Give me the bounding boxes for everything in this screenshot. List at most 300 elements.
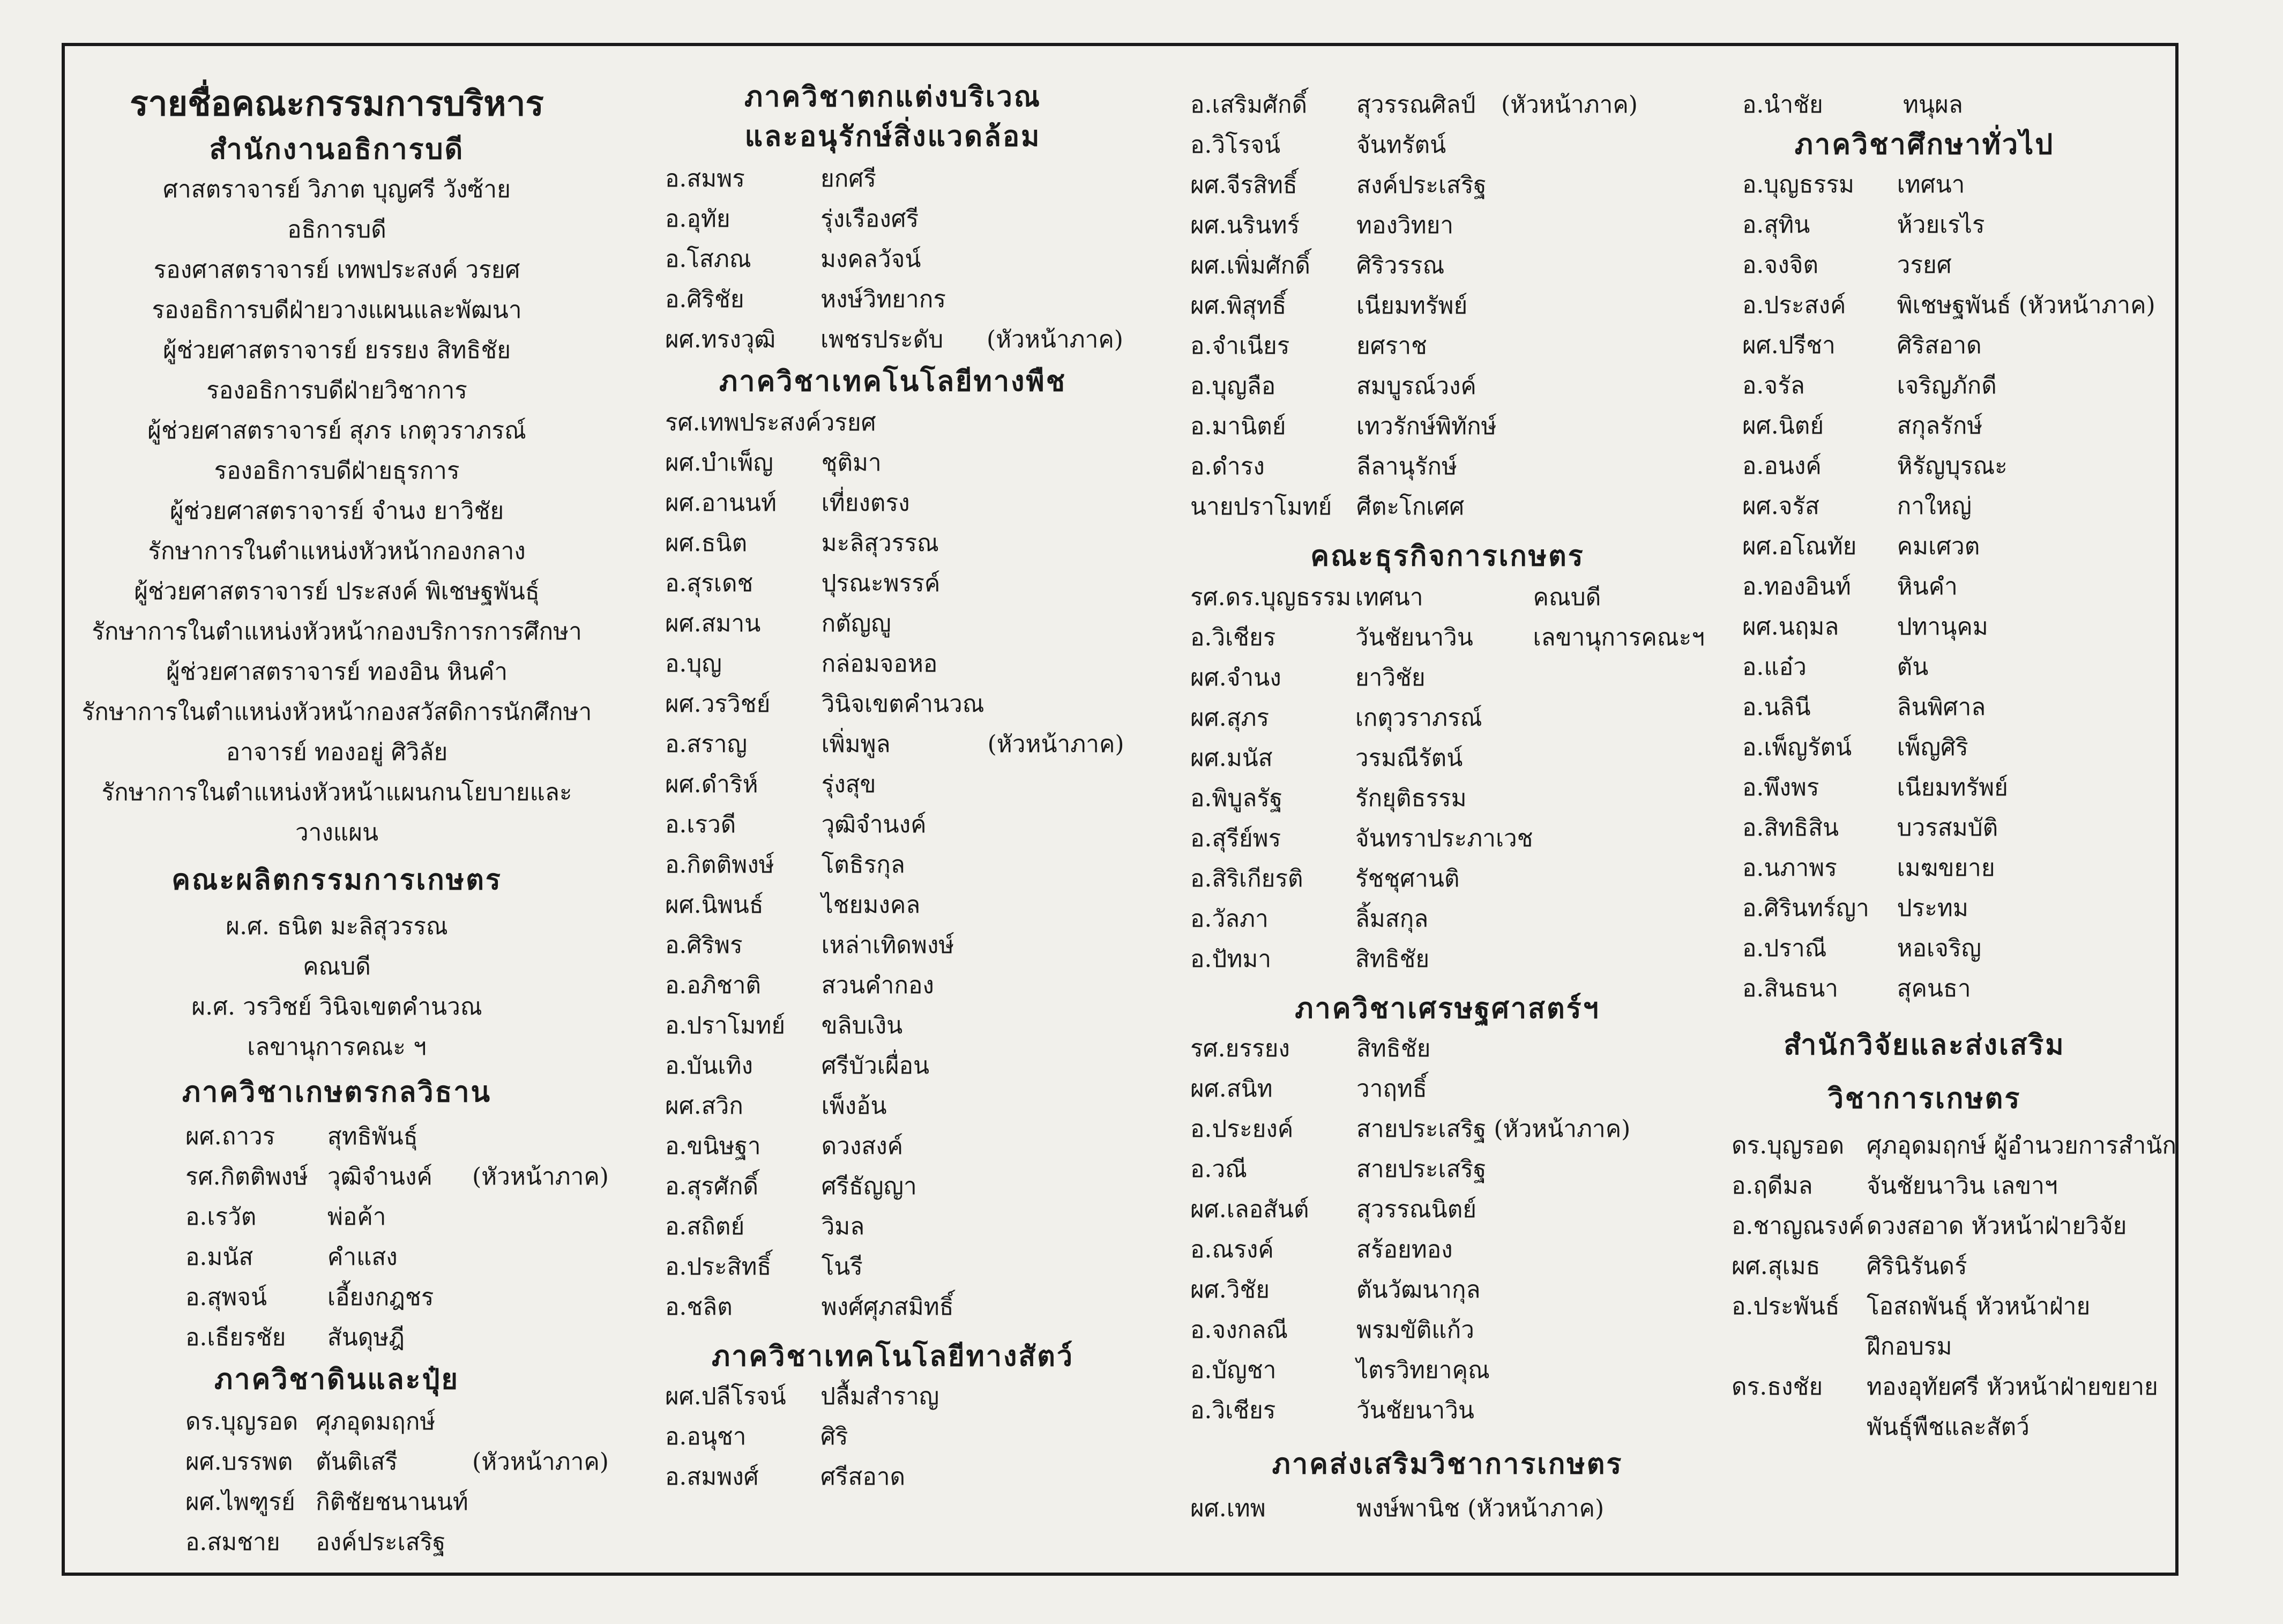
member-row — [665, 724, 1127, 764]
office-line: ผู้ช่วยศาสตราจารย์ สุภร เกตุวราภรณ์ — [147, 417, 526, 444]
member-surname: วันชัยนาวิน — [1355, 624, 1473, 651]
member-role — [2172, 607, 2176, 647]
member-role — [2172, 647, 2176, 687]
column-2 — [633, 46, 1196, 1573]
member-role — [472, 1522, 609, 1562]
member-title-name: ผศ.อานนท์ — [665, 489, 777, 517]
office-line: รองอธิการบดีฝ่ายวางแผนและพัฒนา — [152, 296, 522, 324]
member-surname: เพ็งอ้น — [821, 1092, 887, 1120]
column-4 — [1673, 46, 2176, 1573]
member-role — [988, 1005, 1127, 1046]
member-row — [665, 319, 1126, 360]
member-surname: ดวงสอาด หัวหน้าฝ่ายวิจัย — [1867, 1212, 2127, 1240]
landscape-table — [665, 159, 1126, 360]
member-role — [2172, 687, 2176, 727]
member-surname: ปทานุคม — [1897, 613, 1988, 640]
member-surname: คำแสง — [327, 1243, 398, 1271]
member-row — [665, 1046, 1127, 1086]
member-surname: ศิริ — [820, 1423, 848, 1450]
member-row — [185, 1116, 609, 1157]
member-surname: สายประเสริฐ (หัวหน้าภาค) — [1356, 1115, 1631, 1143]
member-row — [665, 804, 1127, 845]
member-title-name: ผศ.นฤมล — [1742, 613, 1839, 640]
member-row — [1732, 1286, 2176, 1327]
member-title-name: อ.สุรีย์พร — [1190, 825, 1281, 852]
member-role — [1657, 1310, 1662, 1350]
member-role — [1657, 1230, 1662, 1270]
office-line: ผู้ช่วยศาสตราจารย์ ยรรยง สิทธิชัย — [162, 337, 511, 364]
member-surname: ตันติเสรี — [316, 1448, 398, 1476]
member-role — [988, 563, 1127, 604]
member-title-name: อ.พึงพร — [1742, 774, 1819, 801]
member-surname: เพ็ญศิริ — [1897, 734, 1968, 761]
member-row — [665, 159, 1126, 199]
member-title-name: อ.ศิริพร — [665, 932, 743, 959]
member-row — [1190, 165, 1640, 205]
member-title-name: อ.ศิรินทร์ญา — [1742, 895, 1869, 922]
member-title-name: ผศ.มนัส — [1190, 744, 1273, 772]
member-title-name: อ.บัญชา — [1190, 1357, 1277, 1384]
member-surname: ตันวัฒนากุล — [1356, 1276, 1481, 1303]
member-row — [1732, 1166, 2176, 1206]
member-title-name: อ.ดำรง — [1190, 453, 1265, 480]
member-title-name: อ.สุรเดช — [665, 570, 753, 597]
member-role — [472, 1482, 609, 1522]
member-title-name: อ.สมชาย — [185, 1529, 280, 1556]
member-surname: ยศราช — [1356, 332, 1427, 360]
office-line: ผู้ช่วยศาสตราจารย์ ประสงค์ พิเชษฐพันธุ์ — [134, 578, 540, 605]
member-surname: ศิริวรรณ — [1356, 252, 1445, 279]
member-title-name: อ.เรวดี — [665, 811, 736, 838]
member-surname: ปุรณะพรรค์ — [821, 570, 941, 597]
member-row — [1190, 1270, 1662, 1310]
member-role — [988, 1046, 1127, 1086]
member-row — [1742, 768, 2176, 808]
column-3 — [1147, 46, 1705, 1573]
extension-table — [1190, 1488, 1662, 1529]
member-role — [988, 845, 1127, 885]
section-title-general-education: ภาควิชาศึกษาทั่วไป — [1794, 128, 2055, 161]
member-role — [2172, 205, 2176, 245]
member-title-name: อ.โสภณ — [665, 245, 751, 273]
member-surname: สุวรรณนิตย์ — [1356, 1196, 1477, 1223]
member-role — [988, 1086, 1127, 1126]
member-role — [472, 1197, 609, 1237]
member-row — [1742, 325, 2176, 366]
member-role — [1657, 1350, 1662, 1390]
member-row — [185, 1237, 609, 1277]
member-role — [472, 1237, 609, 1277]
member-row — [1190, 1350, 1662, 1390]
member-row — [665, 239, 1126, 279]
member-title-name: ดร.ธงชัย — [1732, 1373, 1823, 1400]
member-surname: วันชัยนาวิน — [1356, 1397, 1474, 1424]
member-role — [988, 1206, 1127, 1247]
member-surname: กาใหญ่ — [1897, 493, 1972, 520]
member-surname: วรยศ — [1897, 251, 1952, 279]
member-title-name: อ.พิบูลรัฐ — [1190, 785, 1283, 812]
member-surname: เทวรักษ์พิทักษ์ — [1356, 413, 1497, 440]
member-role — [988, 604, 1127, 644]
member-surname: รัชชุศานติ — [1355, 865, 1460, 892]
section-title-soil: ภาควิชาดินและปุ๋ย — [214, 1363, 460, 1396]
member-title-name: อ.ศิริชัย — [665, 286, 744, 313]
member-row — [1742, 205, 2176, 245]
member-role: (หัวหน้าภาค) — [1501, 91, 1638, 118]
member-role — [2172, 526, 2176, 567]
member-row — [665, 1247, 1127, 1287]
member-row — [1742, 848, 2176, 888]
section-title-animal-tech: ภาควิชาเทคโนโลยีทางสัตว์ — [711, 1340, 1075, 1373]
member-surname: เนียมทรัพย์ — [1897, 774, 2008, 801]
member-surname: เทศนา — [1897, 171, 1965, 198]
member-role — [988, 804, 1127, 845]
office-line: รักษาการในตำแหน่งหัวหน้ากองบริการการศึกษา — [92, 618, 582, 645]
member-surname: ไตรวิทยาคุณ — [1356, 1357, 1490, 1384]
member-surname: ศรีบัวเผื่อน — [821, 1052, 930, 1079]
member-row — [1742, 607, 2176, 647]
member-surname: โตธิรกุล — [821, 851, 905, 878]
member-title-name: อ.นภาพร — [1742, 854, 1837, 882]
member-role — [987, 1457, 1126, 1497]
office-line: ผู้ช่วยศาสตราจารย์ ทองอิน หินคำ — [166, 658, 508, 686]
member-surname: วาฤทธิ์ — [1356, 1075, 1427, 1102]
member-role — [2172, 366, 2176, 406]
member-surname: สงค์ประเสริฐ — [1356, 172, 1487, 199]
member-title-name: ดร.บุญรอด — [1732, 1132, 1845, 1159]
member-row — [1190, 1488, 1662, 1529]
member-row — [1742, 928, 2176, 969]
office-line: อธิการบดี — [287, 216, 386, 243]
office-line: รักษาการในตำแหน่งหัวหน้าแผนกนโยบายและวางแผน — [101, 779, 572, 846]
member-row — [665, 925, 1127, 965]
member-title-name: ผศ.จรัส — [1742, 493, 1819, 520]
member-row — [1732, 1246, 2176, 1286]
member-title-name: อ.สมพงศ์ — [665, 1463, 759, 1491]
member-title-name: อ.อุทัย — [665, 205, 730, 233]
member-title-name: ผศ.สนิท — [1190, 1075, 1273, 1102]
faculty-line: เลขานุการคณะ ฯ — [247, 1033, 427, 1061]
member-row — [1742, 727, 2176, 768]
member-title-name: ผศ.ธนิต — [665, 530, 748, 557]
top-table — [1742, 85, 2069, 125]
member-surname: สิทธิชัย — [1356, 1035, 1431, 1062]
member-role: คณบดี — [1533, 584, 1601, 611]
member-title-name: อ.อนงค์ — [1742, 452, 1822, 480]
animal-table — [665, 1376, 1126, 1497]
member-role — [987, 1417, 1126, 1457]
member-surname: เหล่าเทิดพงษ์ — [821, 932, 954, 959]
member-row — [1190, 577, 1705, 617]
section-title-faculty: คณะผลิตกรรมการเกษตร — [171, 863, 502, 896]
member-row — [185, 1197, 609, 1237]
member-row — [1190, 939, 1705, 979]
member-surname: ศิรินิรันดร์ — [1867, 1253, 1967, 1280]
member-row — [185, 1442, 609, 1482]
member-surname: สุคนธา — [1897, 975, 1971, 1002]
member-title-name: อ.สิทธิสิน — [1742, 814, 1839, 841]
member-role — [1501, 286, 1640, 326]
member-title-name: ผศ.สมาน — [665, 610, 761, 637]
member-title-name: ผศ.จีรสิทธิ์ — [1190, 172, 1297, 199]
member-row — [665, 1005, 1127, 1046]
member-surname: ไชยมงคล — [821, 891, 921, 919]
member-title-name: อ.ชาญณรงค์ — [1732, 1212, 1864, 1240]
member-title-name: ผศ.นรินทร์ — [1190, 212, 1300, 239]
section-title-plant-tech: ภาควิชาเทคโนโลยีทางพืช — [719, 365, 1066, 398]
faculty-line: คณบดี — [303, 953, 371, 980]
member-role — [988, 925, 1127, 965]
member-surname: เพชรประดับ — [820, 326, 944, 353]
member-title-name: อ.จงกลณี — [1190, 1316, 1288, 1344]
member-title-name: อ.จำเนียร — [1190, 332, 1290, 360]
member-surname: ยาวิชัย — [1355, 664, 1426, 691]
member-role — [2172, 848, 2176, 888]
member-surname: เมฆขยาย — [1897, 854, 1995, 882]
member-surname: สุวรรณศิลป์ — [1356, 91, 1476, 118]
member-row — [665, 563, 1127, 604]
member-row — [1732, 1206, 2176, 1246]
member-title-name: นายปราโมทย์ — [1190, 493, 1332, 520]
member-title-name: ผศ.วิชัย — [1190, 1276, 1270, 1303]
member-surname: ลีลานุรักษ์ — [1356, 453, 1457, 480]
member-role — [988, 443, 1127, 483]
member-row — [185, 1277, 609, 1317]
member-surname: เกตุวราภรณ์ — [1355, 704, 1482, 732]
member-role — [987, 279, 1126, 319]
member-surname: โอสถพันธุ์ หัวหน้าฝ่าย — [1867, 1293, 2091, 1320]
member-role — [988, 1166, 1127, 1206]
member-role — [988, 885, 1127, 925]
member-row — [1190, 1109, 1662, 1149]
member-title-name — [1732, 1407, 1867, 1447]
office-line: รักษาการในตำแหน่งหัวหน้ากองกลาง — [148, 538, 526, 565]
member-row — [1742, 969, 2176, 1009]
member-surname: เทศนา — [1355, 584, 1423, 611]
member-row — [185, 1522, 609, 1562]
animal-cont-table — [1190, 85, 1640, 527]
member-row — [1190, 487, 1640, 527]
column-1 — [65, 46, 609, 1573]
member-role — [1657, 1189, 1662, 1230]
member-surname: ประทม — [1897, 895, 1968, 922]
member-surname: เที่ยงตรง — [821, 489, 910, 517]
member-surname: ตัน — [1897, 653, 1929, 681]
member-surname: สมบูรณ์วงค์ — [1356, 373, 1476, 400]
member-row — [1732, 1126, 2176, 1166]
section-title-agronomy: ภาควิชาเกษตรกลวิธาน — [182, 1076, 492, 1108]
member-title-name: อ.ประสงค์ — [1742, 292, 1846, 319]
member-role — [2172, 325, 2176, 366]
member-role — [1501, 446, 1640, 487]
section-title-president-office: สำนักงานอธิการบดี — [209, 133, 465, 166]
member-role — [1501, 406, 1640, 446]
member-row — [665, 684, 1127, 724]
member-role — [1657, 1149, 1662, 1189]
member-surname: วรมณีรัตน์ — [1355, 744, 1463, 772]
member-role — [2172, 245, 2176, 285]
member-row — [665, 199, 1126, 239]
member-title-name: อ.จรัล — [1742, 372, 1805, 399]
member-title-name: ผศ.เทพ — [1190, 1495, 1266, 1522]
member-role — [2172, 808, 2176, 848]
member-row — [1190, 446, 1640, 487]
member-title-name: อ.บันเทิง — [665, 1052, 753, 1079]
office-line: ผู้ช่วยศาสตราจารย์ จำนง ยาวิชัย — [169, 497, 504, 525]
member-role — [2172, 285, 2176, 325]
member-title-name: ผศ.พิสุทธิ์ — [1190, 292, 1287, 319]
member-title-name: ผศ.ทรงวุฒิ — [665, 326, 776, 353]
member-surname: สิทธิชัย — [1355, 945, 1430, 973]
member-surname: รุ่งสุข — [821, 771, 876, 798]
member-title-name: อ.สิริเกียรติ — [1190, 865, 1303, 892]
member-row — [665, 523, 1127, 563]
member-title-name: อ.เธียรชัย — [185, 1324, 286, 1351]
member-row — [1742, 245, 2176, 285]
member-title-name: อ.วิเชียร — [1190, 1397, 1276, 1424]
member-row — [1190, 899, 1705, 939]
member-role — [988, 1287, 1127, 1327]
member-row — [1190, 617, 1705, 658]
member-role — [1657, 1029, 1662, 1069]
member-title-name: อ.นำชัย — [1742, 91, 1823, 118]
member-row — [1742, 285, 2176, 325]
member-role — [988, 684, 1127, 724]
member-title-name: ผศ.ปรีชา — [1742, 332, 1836, 359]
member-surname: ขลิบเงิน — [821, 1012, 903, 1039]
member-title-name: อ.ขนิษฐา — [665, 1133, 761, 1160]
member-row — [1190, 366, 1640, 406]
member-role — [2172, 446, 2176, 486]
member-surname: ศีตะโกเศศ — [1356, 493, 1465, 520]
member-surname: จันทราประภาเวช — [1355, 825, 1533, 852]
member-row — [665, 1086, 1127, 1126]
member-surname: พงษ์พานิช (หัวหน้าภาค) — [1356, 1495, 1605, 1522]
member-role — [2172, 768, 2176, 808]
member-title-name: อ.บุญธรรม — [1742, 171, 1854, 198]
member-title-name: อ.สุทิน — [1742, 211, 1810, 239]
member-role — [987, 1376, 1126, 1417]
member-title-name: อ.ประยงค์ — [1190, 1115, 1294, 1143]
member-role: เลขานุการคณะฯ — [1533, 624, 1705, 651]
member-role — [987, 159, 1126, 199]
member-title-name: อ.วิโรจน์ — [1190, 131, 1281, 159]
member-surname: สวนคำกอง — [821, 972, 934, 999]
section-title-agribusiness: คณะธุรกิจการเกษตร — [1310, 540, 1585, 572]
member-title-name: อ.เพ็ญรัตน์ — [1742, 734, 1852, 761]
member-role — [1657, 1488, 1662, 1529]
office-line: อาจารย์ ทองอยู่ ศิวิลัย — [226, 739, 448, 766]
member-surname: เนียมทรัพย์ — [1356, 292, 1468, 319]
member-row — [665, 885, 1127, 925]
member-title-name: ผศ.วรวิชย์ — [665, 690, 771, 718]
member-title-name: ผศ.นิตย์ — [1742, 412, 1824, 439]
member-row — [185, 1317, 609, 1358]
member-row — [665, 279, 1126, 319]
member-row — [1742, 647, 2176, 687]
member-row — [1190, 1069, 1662, 1109]
member-surname: ยกศรี — [820, 165, 876, 192]
member-surname: วรยศ — [821, 409, 876, 436]
member-surname: เอี้ยงกฎชร — [327, 1284, 434, 1311]
member-title-name: อ.อนุชา — [665, 1423, 747, 1450]
member-surname: มะลิสุวรรณ — [821, 530, 939, 557]
member-row — [1742, 808, 2176, 848]
section-title-research-2: วิชาการเกษตร — [1827, 1082, 2021, 1115]
member-role — [988, 403, 1127, 443]
member-title-name: อ.ทองอินท์ — [1742, 573, 1851, 600]
member-role — [2172, 406, 2176, 446]
member-row — [665, 1166, 1127, 1206]
member-role — [1501, 245, 1640, 286]
member-role — [1657, 1390, 1662, 1431]
member-surname: วุฒิจำนงค์ — [821, 811, 927, 838]
econ-table — [1190, 1029, 1662, 1431]
member-title-name: ผศ.ดำริห์ — [665, 771, 758, 798]
member-row — [665, 845, 1127, 885]
member-surname: ทองอุทัยศรี หัวหน้าฝ่ายขยาย — [1867, 1373, 2158, 1400]
member-role: (หัวหน้าภาค) — [987, 326, 1123, 353]
page-frame — [62, 43, 2178, 1576]
member-role — [472, 1277, 609, 1317]
member-row — [1190, 1029, 1662, 1069]
member-row — [665, 483, 1127, 523]
soil-table — [185, 1402, 609, 1562]
member-title-name: ผศ.บำเพ็ญ — [665, 449, 773, 476]
member-surname: จันชัยนาวิน เลขาฯ — [1867, 1172, 2058, 1200]
member-role — [988, 483, 1127, 523]
member-role — [987, 239, 1126, 279]
member-row — [1190, 205, 1640, 245]
member-surname: ชุติมา — [821, 449, 882, 476]
member-row — [1732, 1367, 2176, 1407]
member-row — [665, 1126, 1127, 1166]
member-row — [1742, 406, 2176, 446]
member-row — [1190, 1149, 1662, 1189]
member-title-name — [1732, 1327, 1867, 1367]
member-surname: รุ่งเรืองศรี — [820, 205, 919, 233]
member-title-name: อ.สถิตย์ — [665, 1213, 745, 1240]
member-surname: โนรี — [821, 1253, 863, 1280]
section-title-research-1: สำนักวิจัยและส่งเสริม — [1784, 1029, 2065, 1061]
member-row — [1742, 85, 2069, 125]
member-surname: พ่อค้า — [327, 1203, 386, 1231]
member-role — [2172, 165, 2176, 205]
member-role — [2172, 567, 2176, 607]
member-row — [665, 604, 1127, 644]
member-role — [472, 1402, 609, 1442]
member-surname: พันธุ์พืชและสัตว์ — [1867, 1413, 2030, 1441]
member-surname: องค์ประเสริฐ — [316, 1529, 446, 1556]
member-surname: บวรสมบัติ — [1897, 814, 1998, 841]
member-surname: สุทธิพันธุ์ — [327, 1123, 418, 1150]
member-title-name: อ.บุญลือ — [1190, 373, 1276, 400]
member-row — [1190, 245, 1640, 286]
member-title-name: อ.นลินี — [1742, 694, 1811, 721]
member-surname: สกุลรักษ์ — [1897, 412, 1983, 439]
member-title-name: อ.กิตติพงษ์ — [665, 851, 774, 878]
faculty-line: ผ.ศ. วรวิชย์ วินิจเขตคำนวณ — [191, 993, 482, 1020]
member-role — [1501, 125, 1640, 165]
member-title-name: อ.บุญ — [665, 650, 722, 677]
member-title-name: อ.สุรศักดิ์ — [665, 1173, 759, 1200]
member-title-name: ผศ.สุเมธ — [1732, 1253, 1821, 1280]
member-surname: หินคำ — [1897, 573, 1958, 600]
member-title-name: อ.สราญ — [665, 731, 748, 758]
member-surname: พงศ์ศุภสมิทธิ์ — [821, 1293, 954, 1321]
member-role — [2064, 85, 2069, 125]
member-row — [665, 764, 1127, 804]
